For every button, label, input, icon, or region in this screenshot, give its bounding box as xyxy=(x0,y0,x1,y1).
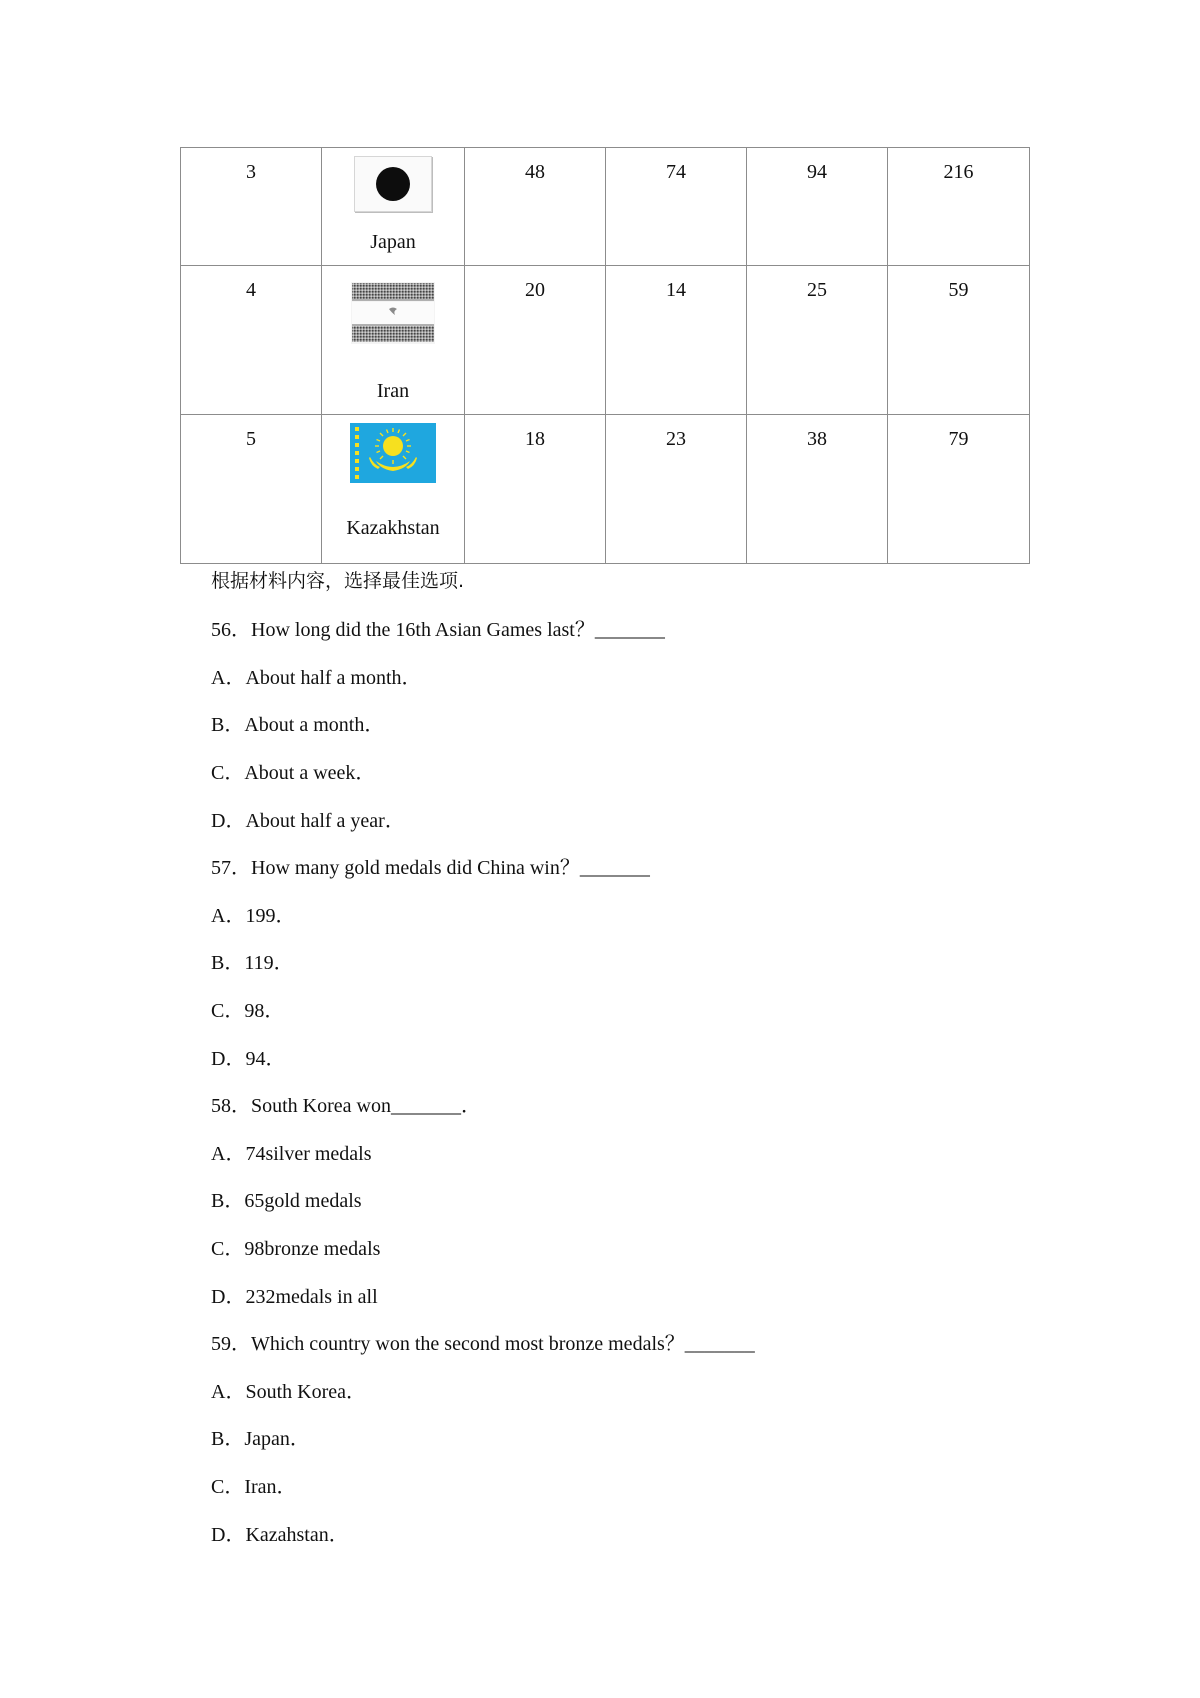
question-59-option-d[interactable]: D．Kazahstan． xyxy=(211,1524,349,1546)
total-cell: 79 xyxy=(888,415,1030,564)
medal-table xyxy=(180,147,1030,564)
question-56-option-a[interactable]: A．About half a month． xyxy=(211,667,422,689)
total-cell: 216 xyxy=(888,148,1030,266)
question-58-option-d[interactable]: D．232medals in all xyxy=(211,1286,378,1308)
bronze-cell: 25 xyxy=(747,266,888,415)
question-56-option-d[interactable]: D．About half a year． xyxy=(211,810,405,832)
question-57-stem: 57．How many gold medals did China win？_______ xyxy=(211,857,650,879)
bronze-cell: 94 xyxy=(747,148,888,266)
question-58-option-c[interactable]: C．98bronze medals xyxy=(211,1238,381,1260)
gold-cell: 48 xyxy=(465,148,606,266)
iran-flag-icon xyxy=(351,282,435,344)
question-57-option-c[interactable]: C．98． xyxy=(211,1000,285,1022)
country-cell xyxy=(322,415,465,564)
question-56-option-b[interactable]: B．About a month． xyxy=(211,714,385,736)
question-58-option-b[interactable]: B．65gold medals xyxy=(211,1190,362,1212)
bronze-cell: 38 xyxy=(747,415,888,564)
rank-cell: 4 xyxy=(181,266,322,415)
country-cell xyxy=(322,266,465,415)
question-59-option-b[interactable]: B．Japan． xyxy=(211,1428,310,1450)
silver-cell: 14 xyxy=(606,266,747,415)
question-59-option-c[interactable]: C．Iran． xyxy=(211,1476,297,1498)
instruction-text: 根据材料内容，选择最佳选项. xyxy=(211,570,465,592)
silver-cell: 74 xyxy=(606,148,747,266)
question-59-stem: 59．Which country won the second most bronze medals？_______ xyxy=(211,1333,755,1355)
question-58-stem: 58．South Korea won_______． xyxy=(211,1095,481,1117)
gold-cell: 20 xyxy=(465,266,606,415)
question-57-option-a[interactable]: A．199． xyxy=(211,905,296,927)
country-cell xyxy=(322,148,465,266)
country-name: Kazakhstan xyxy=(346,517,440,539)
total-cell: 59 xyxy=(888,266,1030,415)
question-56-stem: 56．How long did the 16th Asian Games last？_______ xyxy=(211,619,665,641)
question-57-option-b[interactable]: B．119． xyxy=(211,952,294,974)
japan-flag-icon xyxy=(354,156,432,212)
question-56-option-c[interactable]: C．About a week． xyxy=(211,762,376,784)
rank-cell: 5 xyxy=(181,415,322,564)
question-57-option-d[interactable]: D．94． xyxy=(211,1048,286,1070)
country-name: Japan xyxy=(370,231,416,253)
table-row xyxy=(181,148,1030,266)
question-59-option-a[interactable]: A．South Korea． xyxy=(211,1381,366,1403)
gold-cell: 18 xyxy=(465,415,606,564)
question-58-option-a[interactable]: A．74silver medals xyxy=(211,1143,372,1165)
rank-cell: 3 xyxy=(181,148,322,266)
kazakhstan-flag-icon xyxy=(350,423,436,483)
table-row xyxy=(181,266,1030,415)
silver-cell: 23 xyxy=(606,415,747,564)
country-name: Iran xyxy=(376,380,410,402)
table-row xyxy=(181,415,1030,564)
